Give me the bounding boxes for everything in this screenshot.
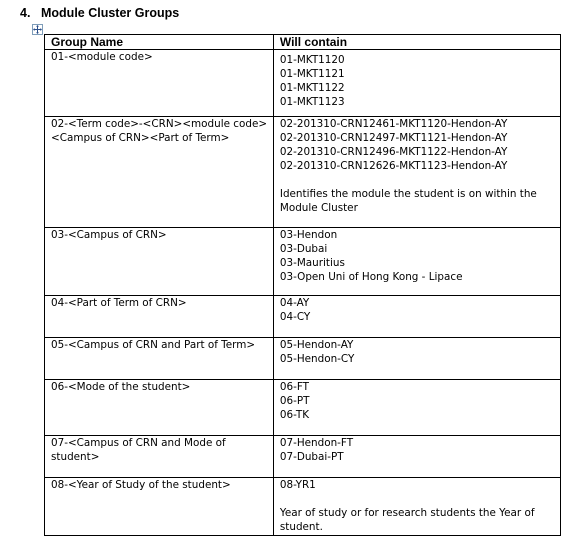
module-cluster-table — [44, 34, 561, 536]
section-heading — [20, 6, 179, 20]
will-contain-cell — [273, 117, 560, 228]
contained-group: 01-MKT1121 — [279, 68, 345, 80]
will-contain-cell — [273, 228, 560, 296]
contained-group: 03-Open Uni of Hong Kong - Lipace — [279, 271, 463, 283]
cell-note: Identifies the module the student is on within the Module Cluster — [279, 188, 537, 214]
header-will-contain: Will contain — [273, 35, 560, 50]
group-name-cell: 05-<Campus of CRN and Part of Term> — [45, 338, 274, 380]
blank-line — [280, 173, 556, 187]
table-row — [45, 380, 561, 436]
table-row — [45, 338, 561, 380]
contained-group: 01-MKT1123 — [279, 96, 345, 108]
cell-note: Year of study or for research students the Year of student. — [279, 507, 535, 533]
group-name-cell: 06-<Mode of the student> — [45, 380, 274, 436]
contained-group: 06-PT — [279, 395, 310, 407]
contained-group: 08-YR1 — [279, 479, 316, 491]
contained-group: 02-201310-CRN12461-MKT1120-Hendon-AY — [279, 118, 508, 130]
header-group-name: Group Name — [45, 35, 274, 50]
will-contain-cell — [273, 478, 560, 536]
table-row — [45, 478, 561, 536]
table-row — [45, 50, 561, 117]
will-contain-cell — [273, 296, 560, 338]
blank-line — [280, 492, 556, 506]
group-name-cell: 03-<Campus of CRN> — [45, 228, 274, 296]
contained-group: 03-Dubai — [279, 243, 328, 255]
contained-group: 02-201310-CRN12496-MKT1122-Hendon-AY — [279, 146, 508, 158]
contained-group: 02-201310-CRN12497-MKT1121-Hendon-AY — [279, 132, 508, 144]
table-row — [45, 296, 561, 338]
contained-group: 06-FT — [279, 381, 309, 393]
will-contain-cell — [273, 338, 560, 380]
will-contain-cell — [273, 380, 560, 436]
table-move-handle-icon[interactable] — [32, 24, 43, 35]
will-contain-cell — [273, 50, 560, 117]
table-header-row — [45, 35, 561, 50]
group-name-cell: 04-<Part of Term of CRN> — [45, 296, 274, 338]
contained-group: 01-MKT1122 — [279, 82, 345, 94]
contained-group: 06-TK — [279, 409, 310, 421]
contained-group: 04-AY — [279, 297, 310, 309]
contained-group: 05-Hendon-AY — [279, 339, 354, 351]
table-row — [45, 436, 561, 478]
contained-group: 04-CY — [279, 311, 311, 323]
table-row — [45, 228, 561, 296]
will-contain-cell — [273, 436, 560, 478]
contained-group: 05-Hendon-CY — [279, 353, 355, 365]
table-row — [45, 117, 561, 228]
contained-group: 03-Hendon — [279, 229, 338, 241]
group-name-cell: 02-<Term code>-<CRN><module code><Campus of CRN><Part of Term> — [45, 117, 274, 228]
contained-group: 07-Dubai-PT — [279, 451, 344, 463]
group-name-cell: 08-<Year of Study of the student> — [45, 478, 274, 536]
contained-group: 03-Mauritius — [279, 257, 345, 269]
contained-group: 02-201310-CRN12626-MKT1123-Hendon-AY — [279, 160, 508, 172]
section-number: 4. — [20, 6, 31, 20]
group-name-cell: 01-<module code> — [45, 50, 274, 117]
group-name-cell: 07-<Campus of CRN and Mode of student> — [45, 436, 274, 478]
section-title: Module Cluster Groups — [41, 6, 180, 20]
contained-group: 01-MKT1120 — [279, 54, 345, 66]
contained-group: 07-Hendon-FT — [279, 437, 354, 449]
